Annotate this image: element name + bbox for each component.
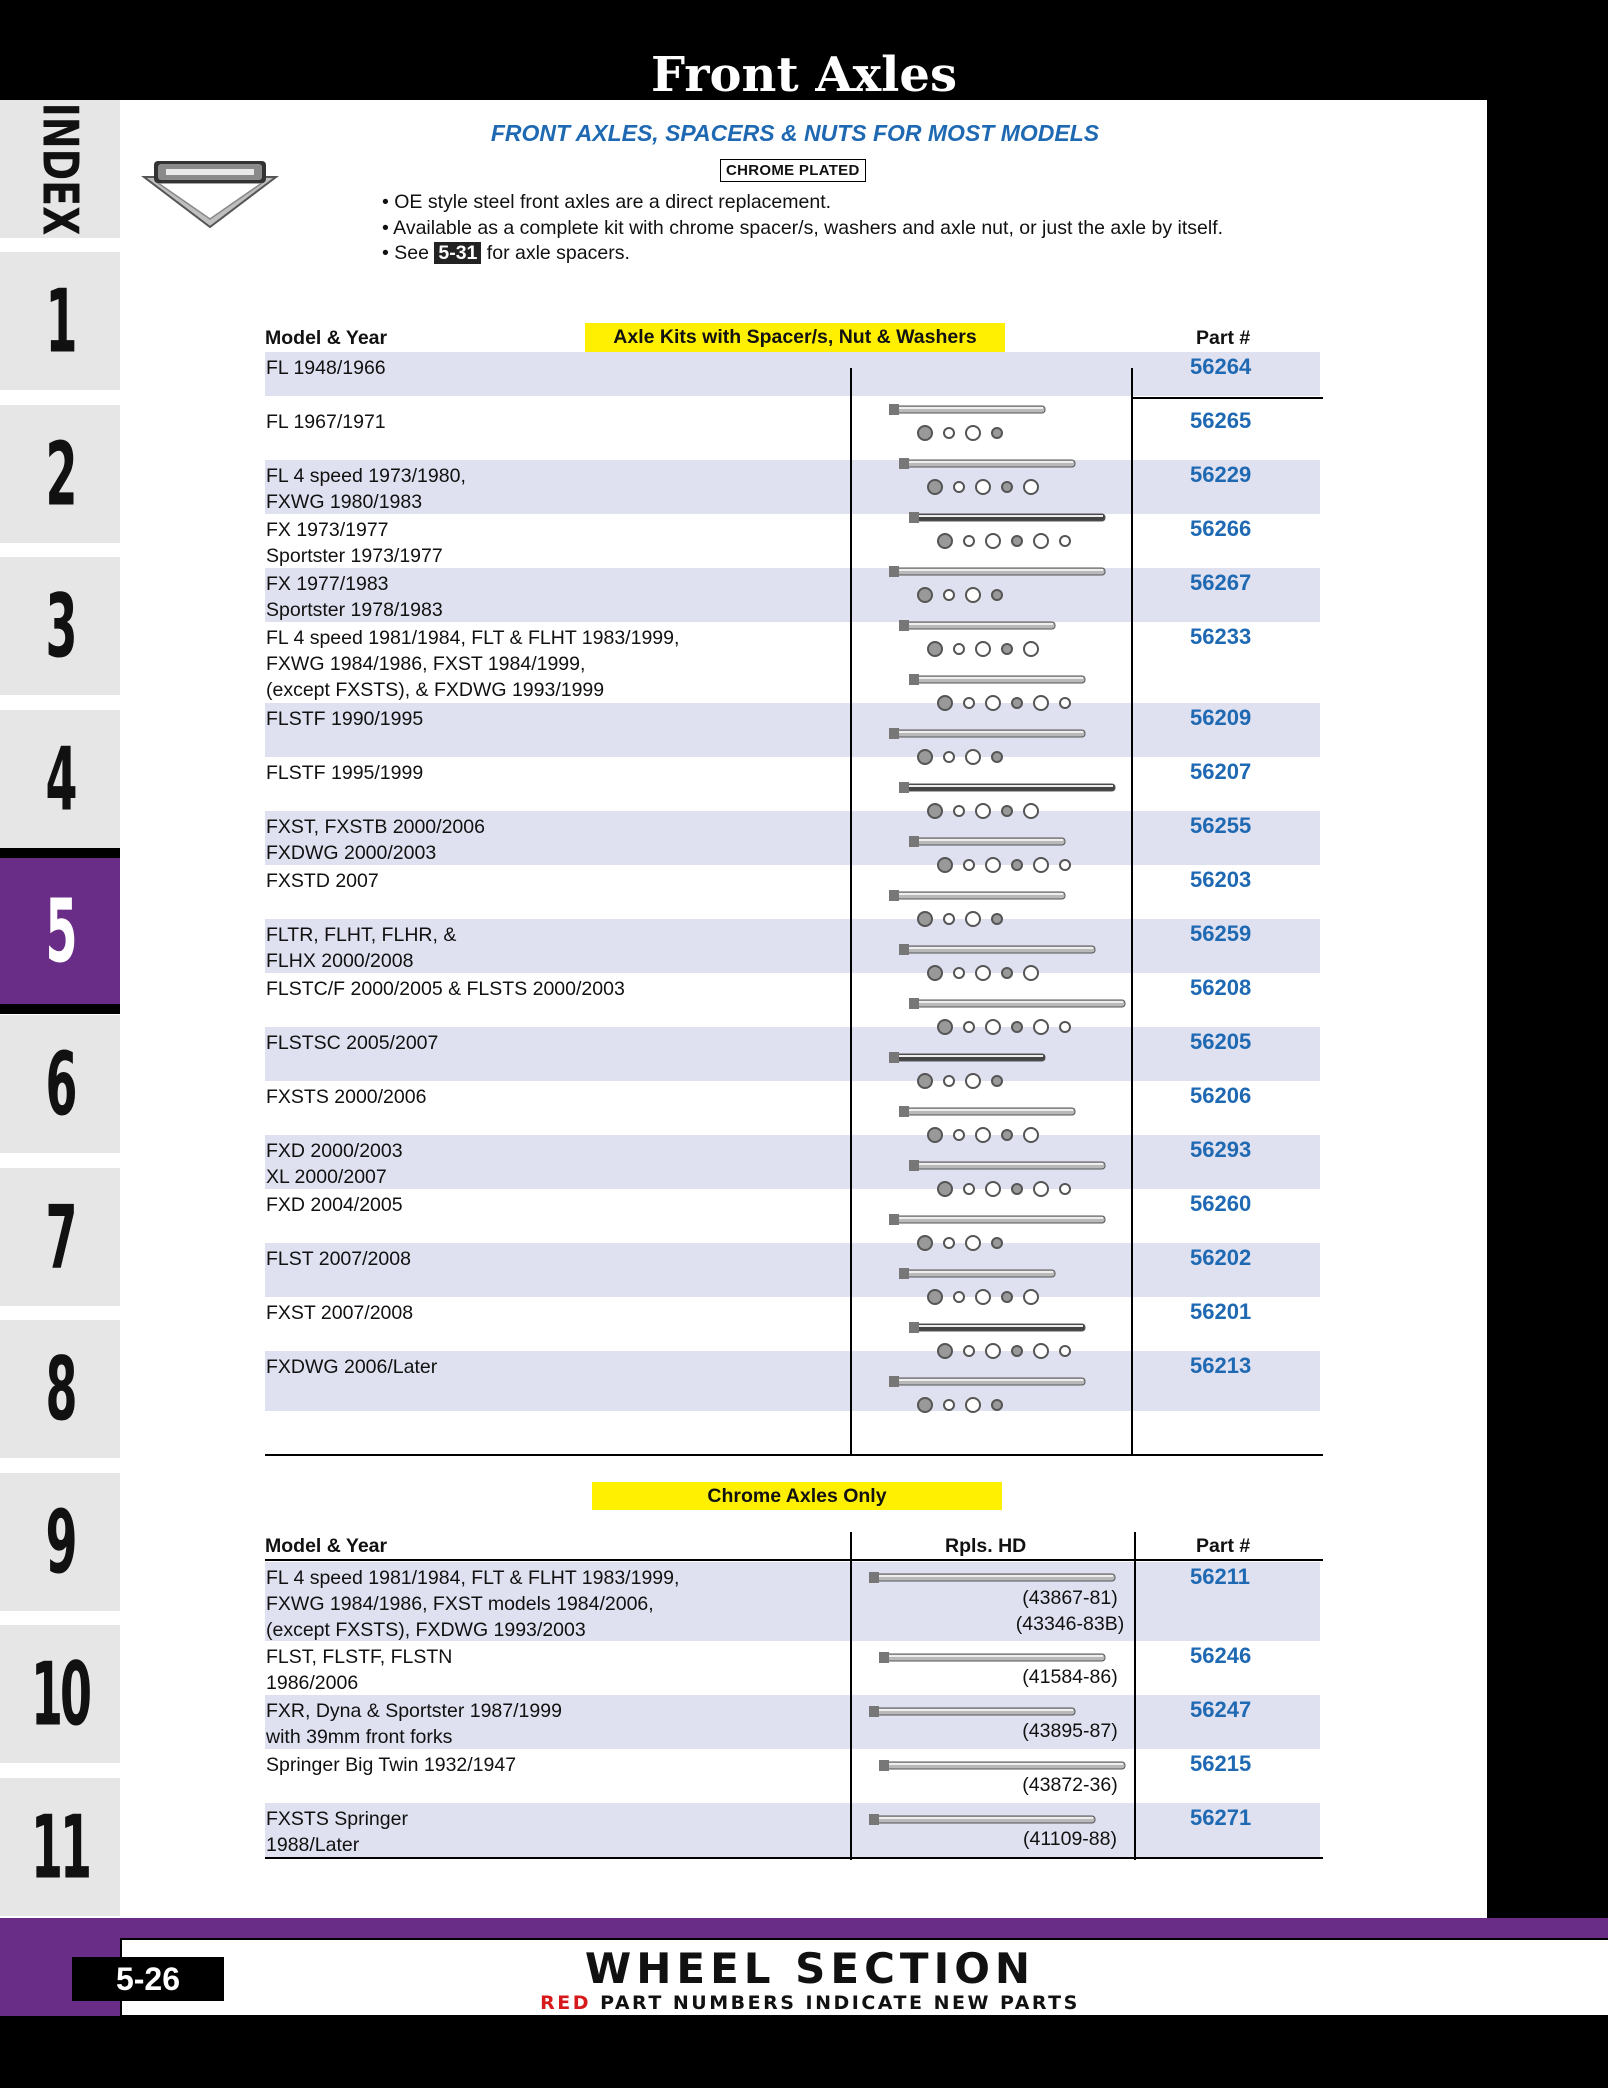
part-number-link[interactable]: 56293 (1190, 1137, 1252, 1162)
part-number-link[interactable]: 56201 (1190, 1299, 1252, 1324)
tab-4[interactable]: 4 (0, 710, 120, 848)
washer-part (944, 428, 954, 438)
washer-part (918, 912, 932, 926)
part-number-link[interactable]: 56205 (1190, 1029, 1252, 1054)
washer-part (986, 858, 1000, 872)
row-model-year (266, 1030, 438, 1056)
washer-part (966, 1074, 980, 1088)
washer-part (944, 590, 954, 600)
washer-part (938, 534, 952, 548)
axle-shaft (909, 512, 1105, 523)
part-number-link[interactable]: 56211 (1190, 1564, 1250, 1589)
washer-part (954, 1292, 964, 1302)
table-row (265, 460, 1320, 514)
model-line: FXSTS 2000/2006 (266, 1086, 427, 1108)
washer-part (986, 1344, 1000, 1358)
washer-part (966, 1398, 980, 1412)
axle-shaft (889, 1052, 1045, 1063)
washer-part (918, 1236, 932, 1250)
washer-part (1024, 1128, 1038, 1142)
table-row (265, 1297, 1320, 1351)
washer-part (928, 1290, 942, 1304)
footer-accent-bar (0, 1918, 1608, 1938)
washer-part (964, 698, 974, 708)
washer-part (938, 1020, 952, 1034)
table-row (265, 973, 1320, 1027)
model-line: FXD 2004/2005 (266, 1194, 403, 1216)
row-model-year (266, 1138, 403, 1190)
model-line: FLSTSC 2005/2007 (266, 1032, 439, 1054)
model-line: FLHX 2000/2008 (266, 950, 414, 972)
row-model-year (266, 1644, 452, 1696)
row-model-year (266, 1192, 403, 1218)
washer-part (992, 1400, 1002, 1410)
axle-shaft (899, 1106, 1075, 1117)
row-model-year (266, 814, 485, 866)
washer-part (944, 752, 954, 762)
model-line: FLTR, FLHT, FLHR, & (266, 924, 457, 946)
main-heading: FRONT AXLES, SPACERS & NUTS FOR MOST MODELS (490, 120, 1100, 146)
row-model-year (266, 976, 625, 1002)
tab-5-active[interactable]: 5 (0, 848, 120, 1014)
model-line: FL 4 speed 1973/1980, (266, 465, 466, 487)
washer-part (964, 536, 974, 546)
brand-logo (140, 155, 280, 230)
axle-shaft (869, 1572, 1115, 1583)
washer-part (1024, 480, 1038, 494)
axles-header-rule (265, 1559, 1323, 1561)
model-line: FXST 2007/2008 (266, 1302, 414, 1324)
axle-shaft (869, 1814, 1095, 1825)
axle-shaft (899, 458, 1075, 469)
tab-index[interactable]: INDEX (0, 100, 120, 238)
part-number-link[interactable]: 56233 (1190, 624, 1252, 649)
washer-part (1034, 1020, 1048, 1034)
washer-part (966, 426, 980, 440)
page-title: Front Axles (651, 47, 957, 100)
row-model-year (266, 625, 679, 703)
washer-part (938, 858, 952, 872)
washer-part (1012, 1022, 1022, 1032)
model-line: FXDWG 2000/2003 (266, 842, 437, 864)
washer-part (954, 482, 964, 492)
washer-part (954, 644, 964, 654)
axles-bottom-rule (265, 1857, 1323, 1859)
axle-kit-illustrations (855, 398, 1135, 1448)
washer-part (976, 804, 990, 818)
washer-part (992, 914, 1002, 924)
washer-part (938, 696, 952, 710)
washer-part (944, 914, 954, 924)
model-line: FLST 2007/2008 (266, 1248, 411, 1270)
washer-part (1012, 1346, 1022, 1356)
washer-part (992, 590, 1002, 600)
washer-part (918, 1398, 932, 1412)
kits-col-model: Model & Year (265, 327, 388, 349)
model-line: FXSTD 2007 (266, 870, 379, 892)
axles-col-rpl: Rpls. HD (945, 1535, 1027, 1557)
table-row (265, 865, 1320, 919)
axles-col-model: Model & Year (265, 1535, 388, 1557)
washer-part (1024, 642, 1038, 656)
tab-8[interactable]: 8 (0, 1320, 120, 1458)
tab-6[interactable]: 6 (0, 1015, 120, 1153)
part-number-link[interactable]: 56266 (1190, 516, 1252, 541)
axle-shaft (899, 782, 1115, 793)
model-line: FL 4 speed 1981/1984, FLT & FLHT 1983/1999, (266, 1567, 680, 1589)
model-line: FX 1977/1983 (266, 573, 389, 595)
row-model-year (266, 463, 466, 515)
row-model-year (266, 1565, 679, 1643)
row-model-year (266, 922, 456, 974)
section-name: WHEEL SECTION (584, 1944, 1036, 1993)
part-number-link[interactable]: 56246 (1190, 1643, 1252, 1668)
washer-part (1012, 860, 1022, 870)
washer-part (918, 426, 932, 440)
washer-part (1034, 1182, 1048, 1196)
table-row (265, 703, 1320, 757)
row-model-year (266, 760, 423, 786)
washer-part (938, 1182, 952, 1196)
axle-shaft (909, 674, 1085, 685)
kits-col-part: Part # (1196, 327, 1251, 349)
washer-part (1012, 698, 1022, 708)
washer-part (976, 1290, 990, 1304)
washer-part (1012, 1184, 1022, 1194)
model-line: (except FXSTS), FXDWG 1993/2003 (266, 1619, 586, 1641)
page-number: 5-26 (72, 1957, 224, 2001)
feature-bullets (382, 190, 1282, 267)
washer-part (986, 1182, 1000, 1196)
axle-shaft (889, 890, 1065, 901)
washer-part (928, 804, 942, 818)
model-line: FLSTF 1990/1995 (266, 708, 424, 730)
row-model-year (266, 1752, 516, 1778)
axle-shaft (869, 1706, 1075, 1717)
washer-part (954, 968, 964, 978)
part-number-link[interactable]: 56207 (1190, 759, 1252, 784)
washer-part (928, 480, 942, 494)
washer-part (954, 806, 964, 816)
row-model-year (266, 1354, 437, 1380)
model-line: Springer Big Twin 1932/1947 (266, 1754, 517, 1776)
washer-part (1024, 1290, 1038, 1304)
table-row (265, 1749, 1320, 1803)
table-row (265, 811, 1320, 865)
table-row (265, 1081, 1320, 1135)
bullet-item: • OE style steel front axles are a direct replacement. (382, 191, 832, 213)
part-number-link[interactable]: 56208 (1190, 975, 1252, 1000)
rpl-line: (43346-83B) (1015, 1613, 1125, 1635)
model-line: XL 2000/2007 (266, 1166, 387, 1188)
table-row (265, 1641, 1320, 1695)
washer-part (1024, 804, 1038, 818)
washer-part (964, 860, 974, 870)
table-row (265, 406, 1320, 460)
tab-11[interactable]: 11 (0, 1778, 120, 1916)
model-line: FL 1967/1971 (266, 411, 386, 433)
axle-shaft (909, 836, 1065, 847)
table-row (265, 352, 1320, 396)
tab-3[interactable]: 3 (0, 557, 120, 695)
rpl-line: (41109-88) (1023, 1828, 1117, 1850)
part-number-link[interactable]: 56264 (1190, 354, 1252, 379)
axles-col-part: Part # (1196, 1535, 1251, 1557)
washer-part (992, 1238, 1002, 1248)
washer-part (992, 752, 1002, 762)
model-line: FXR, Dyna & Sportster 1987/1999 (266, 1700, 562, 1722)
part-number-link[interactable]: 56209 (1190, 705, 1252, 730)
rpl-line: (43867-81) (1022, 1587, 1118, 1609)
axle-shaft (889, 404, 1045, 415)
rpl-line: (43872-36) (1022, 1774, 1118, 1796)
washer-part (1002, 968, 1012, 978)
washer-part (1012, 536, 1022, 546)
row-model-year (266, 1300, 413, 1326)
tab-1[interactable]: 1 (0, 252, 120, 390)
table-row (265, 1027, 1320, 1081)
model-line: Sportster 1978/1983 (266, 599, 443, 621)
kits-bottom-rule (265, 1454, 1323, 1456)
page-ref-chip[interactable]: 5-31 (434, 242, 481, 264)
washer-part (986, 534, 1000, 548)
new-parts-note: RED PART NUMBERS INDICATE NEW PARTS (540, 1992, 1080, 2014)
row-model-year (266, 409, 386, 435)
washer-part (918, 750, 932, 764)
axle-shaft (899, 944, 1095, 955)
model-line: FLST, FLSTF, FLSTN (266, 1646, 453, 1668)
kits-highlight-label: Axle Kits with Spacer/s, Nut & Washers (585, 323, 1005, 352)
washer-part (966, 588, 980, 602)
washer-part (1034, 858, 1048, 872)
model-line: FXDWG 2006/Later (266, 1356, 438, 1378)
washer-part (928, 642, 942, 656)
part-number-link[interactable]: 56229 (1190, 462, 1252, 487)
washer-part (986, 696, 1000, 710)
row-model-year (266, 1084, 426, 1110)
part-number-link[interactable]: 56259 (1190, 921, 1252, 946)
table-row (265, 1803, 1320, 1857)
rpl-line: (41584-86) (1022, 1666, 1118, 1688)
part-number-link[interactable]: 56255 (1190, 813, 1252, 838)
model-line: FLSTC/F 2000/2005 & FLSTS 2000/2003 (266, 978, 625, 1000)
part-number-link[interactable]: 56215 (1190, 1751, 1252, 1776)
washer-part (1060, 536, 1070, 546)
model-line: FXWG 1984/1986, FXST models 1984/2006, (266, 1593, 654, 1615)
table-row (265, 757, 1320, 811)
tab-2[interactable]: 2 (0, 405, 120, 543)
washer-part (966, 912, 980, 926)
row-model-year (266, 571, 443, 623)
part-number-link[interactable]: 56260 (1190, 1191, 1252, 1216)
row-model-year (266, 1246, 411, 1272)
model-line: FXSTS Springer (266, 1808, 408, 1830)
washer-part (976, 1128, 990, 1142)
model-line: 1988/Later (266, 1834, 360, 1856)
model-line: FXWG 1980/1983 (266, 491, 423, 513)
part-number-link[interactable]: 56247 (1190, 1697, 1252, 1722)
table-row (265, 1695, 1320, 1749)
row-model-year (266, 1806, 408, 1858)
washer-part (986, 1020, 1000, 1034)
washer-part (1002, 482, 1012, 492)
model-line: FXST, FXSTB 2000/2006 (266, 816, 485, 838)
washer-part (944, 1076, 954, 1086)
model-line: FL 1948/1966 (266, 357, 386, 379)
axle-shaft (899, 620, 1055, 631)
model-line: FL 4 speed 1981/1984, FLT & FLHT 1983/1999, (266, 627, 680, 649)
axle-shaft (909, 1322, 1085, 1333)
row-model-year (266, 517, 443, 569)
part-number-link[interactable]: 56206 (1190, 1083, 1252, 1108)
row-model-year (266, 706, 423, 732)
washer-part (944, 1400, 954, 1410)
tab-10[interactable]: 10 (0, 1625, 120, 1763)
model-line: 1986/2006 (266, 1672, 359, 1694)
part-number-link[interactable]: 56267 (1190, 570, 1252, 595)
axle-shaft (889, 1214, 1105, 1225)
table-row (265, 1189, 1320, 1243)
washer-part (928, 1128, 942, 1142)
model-line: FXWG 1984/1986, FXST 1984/1999, (266, 653, 586, 675)
washer-part (954, 1130, 964, 1140)
washer-part (992, 428, 1002, 438)
part-number-link[interactable]: 56265 (1190, 408, 1252, 433)
bullet-item: • Available as a complete kit with chrome spacer/s, washers and axle nut, or just the axle by itself. (382, 216, 1224, 239)
axle-shaft (879, 1760, 1125, 1771)
row-model-year (266, 355, 386, 381)
washer-part (964, 1184, 974, 1194)
washer-part (928, 966, 942, 980)
model-line: FX 1973/1977 (266, 519, 389, 541)
model-line: FLSTF 1995/1999 (266, 762, 424, 784)
washer-part (918, 588, 932, 602)
washer-part (918, 1074, 932, 1088)
axle-shaft (889, 1376, 1085, 1387)
tab-9[interactable]: 9 (0, 1473, 120, 1611)
washer-part (966, 1236, 980, 1250)
model-line: Sportster 1973/1977 (266, 545, 443, 567)
washer-part (976, 480, 990, 494)
table-row (265, 919, 1320, 973)
part-number-link[interactable]: 56271 (1190, 1805, 1252, 1830)
washer-part (1060, 1022, 1070, 1032)
chrome-axle-illustrations (855, 1562, 1135, 1857)
table-row (265, 1135, 1320, 1189)
washer-part (1060, 860, 1070, 870)
model-line: with 39mm front forks (266, 1726, 453, 1748)
washer-part (944, 1238, 954, 1248)
washer-part (1060, 1346, 1070, 1356)
axle-shaft (909, 998, 1125, 1009)
rpl-line: (43895-87) (1022, 1720, 1118, 1742)
washer-part (976, 966, 990, 980)
axle-shaft (879, 1652, 1105, 1663)
washer-part (1002, 806, 1012, 816)
washer-part (992, 1076, 1002, 1086)
axles-highlight-label: Chrome Axles Only (592, 1482, 1002, 1510)
axle-shaft (889, 566, 1105, 577)
washer-part (1002, 1292, 1012, 1302)
table-row (265, 1351, 1320, 1411)
washer-part (964, 1022, 974, 1032)
washer-part (1034, 534, 1048, 548)
washer-part (1002, 644, 1012, 654)
kits-first-row-rule (1131, 397, 1323, 399)
table-row (265, 1243, 1320, 1297)
table-row (265, 514, 1320, 568)
axle-shaft (909, 1160, 1105, 1171)
washer-part (1034, 696, 1048, 710)
washer-part (1024, 966, 1038, 980)
washer-part (1034, 1344, 1048, 1358)
tab-7[interactable]: 7 (0, 1168, 120, 1306)
washer-part (1002, 1130, 1012, 1140)
kits-divider-left (850, 368, 852, 1456)
washer-part (938, 1344, 952, 1358)
part-number-link[interactable]: 56203 (1190, 867, 1252, 892)
washer-part (976, 642, 990, 656)
table-row (265, 622, 1320, 703)
washer-part (1060, 698, 1070, 708)
part-number-link[interactable]: 56213 (1190, 1353, 1252, 1378)
model-line: (except FXSTS), & FXDWG 1993/1999 (266, 679, 605, 701)
axle-shaft (899, 1268, 1055, 1279)
axle-shaft (889, 728, 1085, 739)
part-number-link[interactable]: 56202 (1190, 1245, 1252, 1270)
bullet-see-reference: • See 5-31 for axle spacers. (382, 242, 630, 264)
row-model-year (266, 1698, 562, 1750)
model-line: FXD 2000/2003 (266, 1140, 403, 1162)
washer-part (966, 750, 980, 764)
table-row (265, 1562, 1320, 1641)
washer-part (1060, 1184, 1070, 1194)
chrome-plated-badge: CHROME PLATED (720, 159, 866, 182)
axles-divider-left (850, 1532, 852, 1860)
row-model-year (266, 868, 379, 894)
washer-part (964, 1346, 974, 1356)
table-row (265, 568, 1320, 622)
